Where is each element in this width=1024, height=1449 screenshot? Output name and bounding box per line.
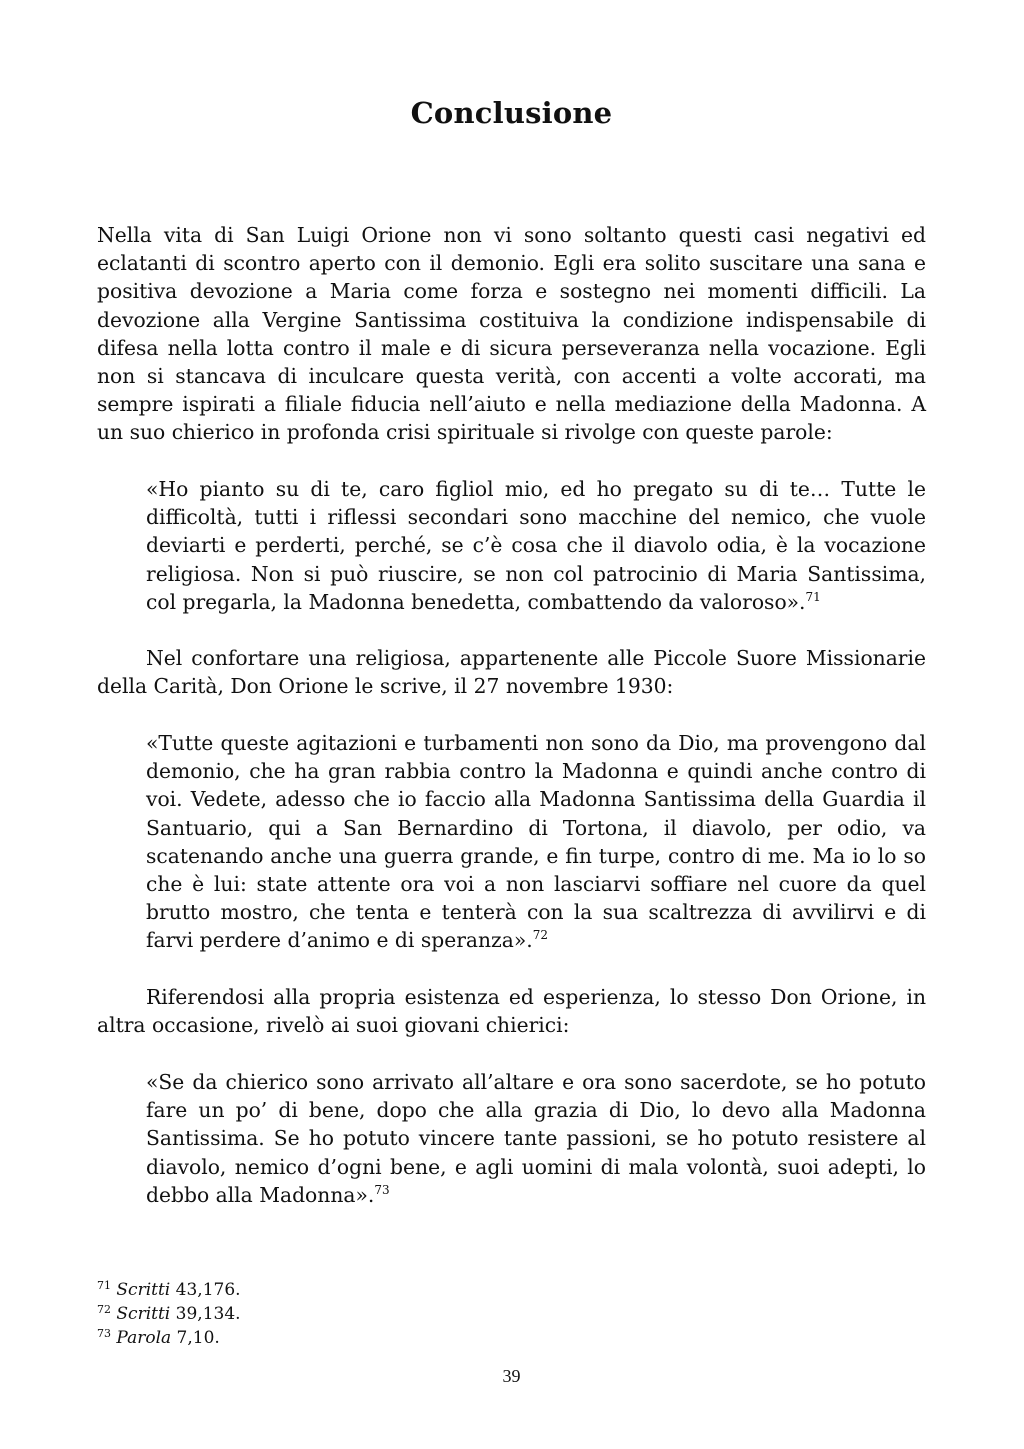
footnote-ref-71: 71 — [805, 589, 821, 604]
bridge-paragraph-1: Nel confortare una religiosa, appartenente alle Piccole Suore Missionarie della Carità, Don Orione le scrive, il 27 novembre 1930: — [97, 646, 926, 699]
bridge-paragraph-2: Riferendosi alla propria esistenza ed esperienza, lo stesso Don Orione, in altra occasione, rivelò ai suoi giovani chierici: — [97, 985, 926, 1038]
page-title: Conclusione — [410, 96, 613, 130]
footnote-72: $^{72}$ Scritti 39,134. — [97, 1303, 241, 1324]
footnote-ref-73: 73 — [374, 1182, 390, 1197]
quote-2-text: «Tutte queste agitazioni e turbamenti non sono da Dio, ma provengono dal demonio, che ha gran rabbia contro la Madonna e quindi anche contro di voi. Vedete, adesso che io faccio alla Madonna Santissima della Guardia il Santuario, qui a San Bernardino di Tortona, il diavolo, per odio, va scatenando anche una guerra grande, e fin turpe, contro di me. Ma io lo so che è lui: state attente ora voi a non lasciarvi soffiare nel cuore da quel brutto mostro, che tenta e tenterà con la sua scaltrezza di avvilirvi e di farvi perdere d’animo e di speranza». — [146, 731, 926, 953]
quote-3-text: «Se da chierico sono arrivato all’altare e ora sono sacerdote, se ho potuto fare un po’ di bene, dopo che alla grazia di Dio, lo devo alla Madonna Santissima. Se ho potuto vincere tante passioni, se ho potuto resistere al diavolo, nemico d’ogni bene, e agli uomini di mala volontà, suoi adepti, lo debbo alla Madonna». — [146, 1070, 926, 1207]
footnotes — [97, 1278, 241, 1350]
footnote-71: $^{71}$ Scritti 43,176. — [97, 1279, 241, 1300]
footnote-73: $^{73}$ Parola 7,10. — [97, 1327, 220, 1348]
intro-paragraph: Nella vita di San Luigi Orione non vi sono soltanto questi casi negativi ed eclatanti di scontro aperto con il demonio. Egli era solito suscitare una sana e positiva devozione a Maria come forza e sostegno nei momenti difficili. La devozione alla Vergine Santissima costituiva la condizione indispensabile di difesa nella lotta contro il male e di sicura perseveranza nella vocazione. Egli non si stancava di inculcare questa verità, con accenti a volte accorati, ma sempre ispirati a filiale fiducia nell’aiuto e nella mediazione della Madonna. A un suo chierico in profonda crisi spirituale si rivolge con queste parole: — [97, 223, 926, 445]
quote-1 — [146, 475, 926, 616]
quote-2 — [146, 729, 926, 955]
footnote-ref-72: 72 — [532, 928, 548, 943]
quote-3 — [146, 1068, 926, 1209]
page-number: 39 — [502, 1366, 521, 1386]
quote-1-text: «Ho pianto su di te, caro figliol mio, ed ho pregato su di te… Tutte le difficoltà, tutti i riflessi secondari sono macchine del nemico, che vuole deviarti e perderti, perché, se c’è cosa che il diavolo odia, è la vocazione religiosa. Non si può riuscire, se non col patrocinio di Maria Santissima, col pregarla, la Madonna benedetta, combattendo da valoroso». — [146, 477, 926, 614]
